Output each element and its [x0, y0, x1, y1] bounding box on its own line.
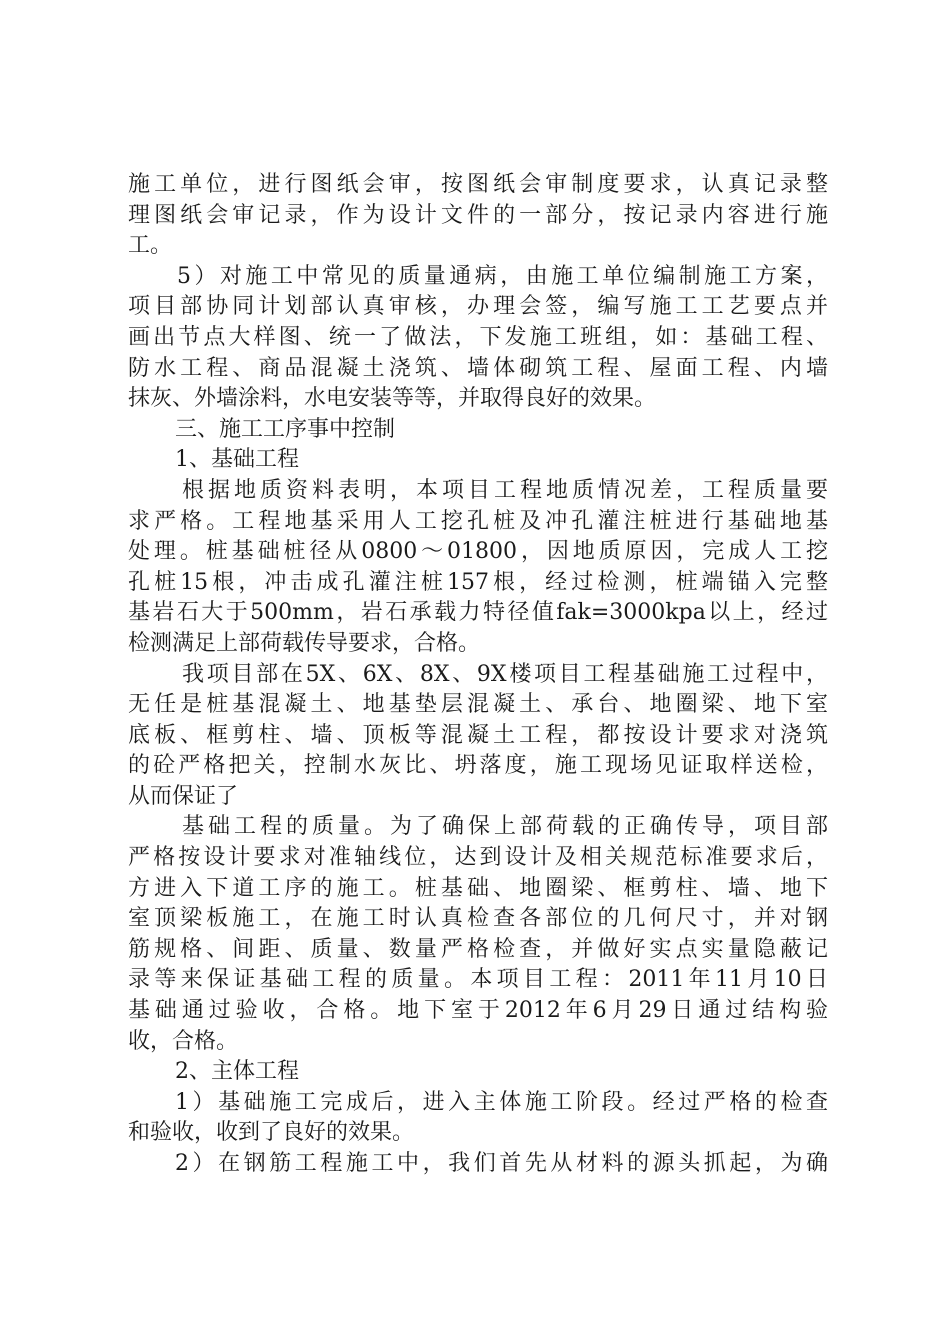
- text-line: 2）在钢筋工程施工中，我们首先从材料的源头抓起，为确: [175, 1151, 828, 1176]
- text-line: 求严格。工程地基采用人工挖孔桩及冲孔灌注桩进行基础地基: [128, 508, 828, 534]
- text-line: 画出节点大样图、统一了做法，下发施工班组，如：基础工程、: [128, 324, 828, 350]
- text-line: 施工单位，进行图纸会审，按图纸会审制度要求，认真记录整: [128, 172, 828, 197]
- text-line: 的砼严格把关，控制水灰比、坍落度，施工现场见证取样送检，: [128, 753, 828, 779]
- text-line: 无任是桩基混凝土、地基垫层混凝土、承台、地圈梁、地下室: [128, 692, 828, 718]
- text-line: 工。: [128, 233, 173, 259]
- text-line: 方进入下道工序的施工。桩基础、地圈梁、框剪柱、墙、地下: [128, 875, 828, 901]
- text-line: 室顶梁板施工，在施工时认真检查各部位的几何尺寸，并对钢: [128, 906, 828, 932]
- text-line: 孔桩15根，冲击成孔灌注桩157根，经过检测，桩端锚入完整: [128, 569, 828, 595]
- text-line: 收，合格。: [128, 1028, 239, 1054]
- text-line: 1）基础施工完成后，进入主体施工阶段。经过严格的检查: [175, 1089, 828, 1115]
- text-line: 项目部协同计划部认真审核，办理会签，编写施工工艺要点并: [128, 294, 828, 320]
- section-heading: 三、施工工序事中控制: [175, 416, 396, 442]
- text-line: 严格按设计要求对准轴线位，达到设计及相关规范标准要求后，: [128, 845, 828, 871]
- text-line: 根据地质资料表明，本项目工程地质情况差，工程质量要: [182, 477, 828, 503]
- text-line: 基岩石大于500mm，岩石承载力特径值fak=3000kpa以上，经过: [128, 600, 828, 626]
- text-line: 底板、框剪柱、墙、顶板等混凝土工程，都按设计要求对浇筑: [128, 722, 828, 748]
- text-line: 处理。桩基础桩径从0800～01800，因地质原因，完成人工挖: [128, 539, 828, 565]
- text-line: 5）对施工中常见的质量通病，由施工单位编制施工方案，: [177, 263, 828, 289]
- text-line: 和验收，收到了良好的效果。: [128, 1120, 415, 1146]
- text-line: 基础工程的质量。为了确保上部荷载的正确传导，项目部: [182, 814, 828, 840]
- body-text: [128, 170, 828, 1180]
- subsection-heading: 2、主体工程: [175, 1059, 299, 1085]
- text-line: 从而保证了: [128, 783, 239, 809]
- text-line: 防水工程、商品混凝土浇筑、墙体砌筑工程、屋面工程、内墙: [128, 355, 828, 381]
- text-line: 我项目部在5X、6X、8X、9X楼项目工程基础施工过程中，: [182, 661, 828, 687]
- text-line: 筋规格、间距、质量、数量严格检查，并做好实点实量隐蔽记: [128, 936, 828, 962]
- text-line: 抹灰、外墙涂料，水电安装等等，并取得良好的效果。: [128, 386, 657, 412]
- text-line: 理图纸会审记录，作为设计文件的一部分，按记录内容进行施: [128, 202, 828, 228]
- text-line: 基础通过验收，合格。地下室于2012年6月29日通过结构验: [128, 998, 828, 1024]
- subsection-heading: 1、基础工程: [175, 447, 299, 473]
- text-line: 检测满足上部荷载传导要求，合格。: [128, 630, 481, 656]
- text-line: 录等来保证基础工程的质量。本项目工程：2011年11月10日: [128, 967, 828, 993]
